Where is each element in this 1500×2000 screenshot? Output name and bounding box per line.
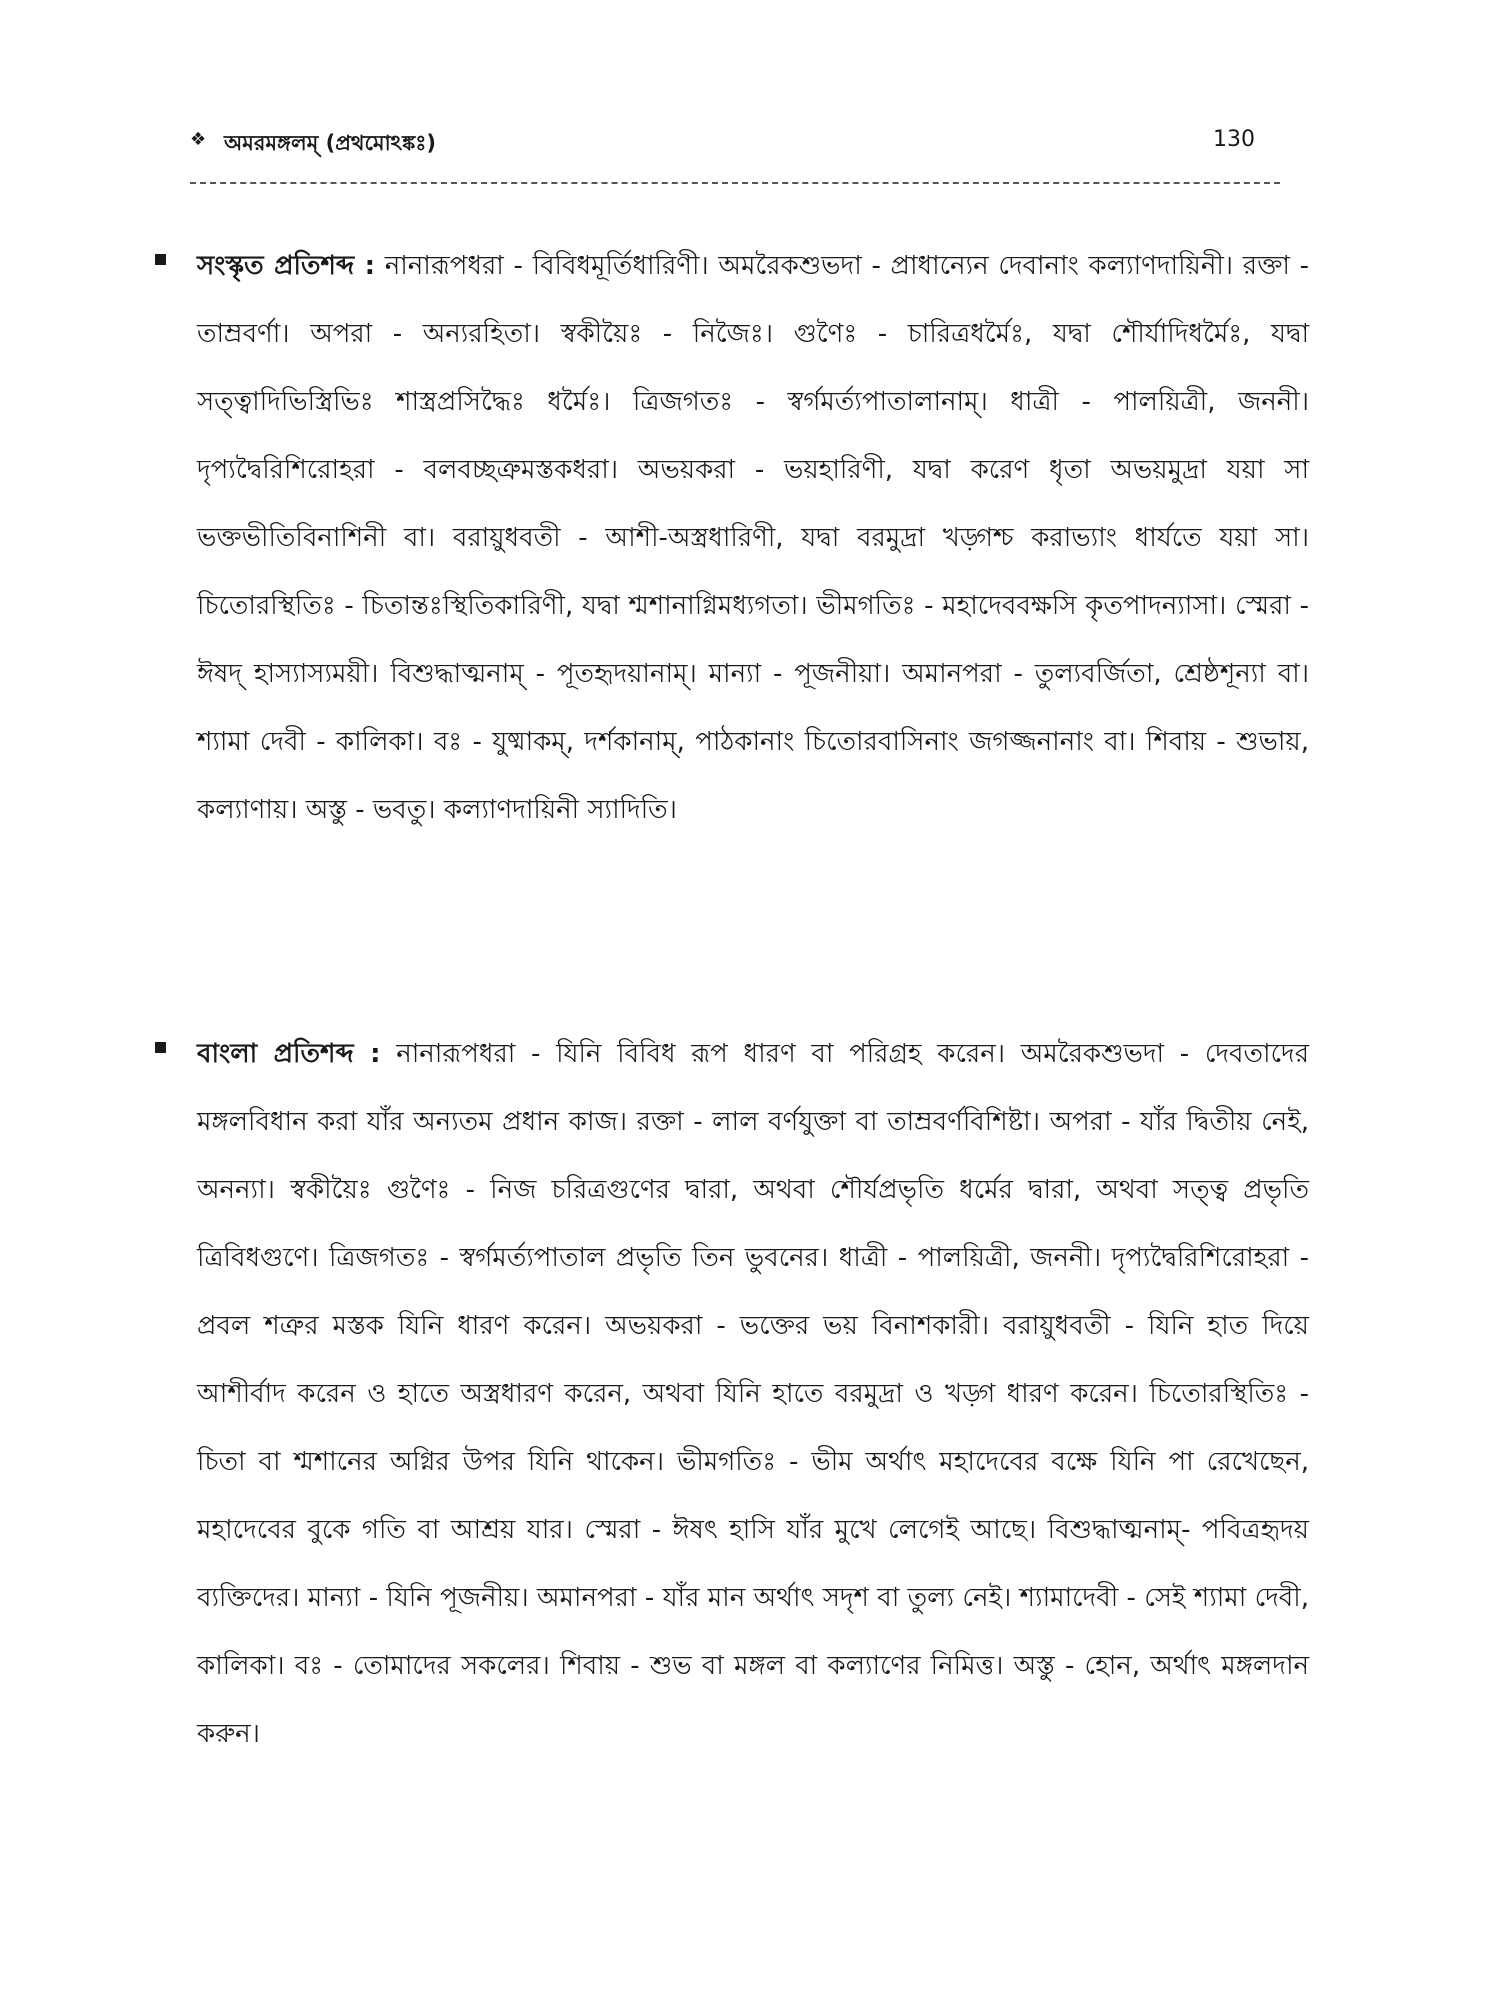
- square-bullet-icon: [155, 254, 166, 265]
- sanskrit-synonyms-label: সংস্কৃত প্রতিশব্দ :: [197, 251, 375, 281]
- header-divider: [190, 182, 1280, 184]
- header-title: অমরমঙ্গলম্ (প্রথমোঽঙ্কঃ): [224, 131, 437, 155]
- bangla-synonyms-text: নানারূপধরা - যিনি বিবিধ রূপ ধারণ বা পরিগ্রহ করেন। অমরৈকশুভদা - দেবতাদের মঙ্গলবিধান করা যাঁর অন্যতম প্রধান কাজ। রক্তা - লাল বর্ণযুক্তা বা তাম্রবর্ণবিশিষ্টা। অপরা - যাঁর দ্বিতীয় নেই, অনন্যা। স্বকীয়ৈঃ গুণৈঃ - নিজ চরিত্রগুণের দ্বারা, অথবা শৌর্যপ্রভৃতি ধর্মের দ্বারা, অথবা সত্ত্ব প্রভৃতি ত্রিবিধগুণে। ত্রিজগতঃ - স্বর্গমর্ত্যপাতাল প্রভৃতি তিন ভুবনের। ধাত্রী - পালয়িত্রী, জননী। দৃপ্যদ্বৈরিশিরোহরা - প্রবল শত্রুর মস্তক যিনি ধারণ করেন। অভয়করা - ভক্তের ভয় বিনাশকারী। বরায়ুধবতী - যিনি হাত দিয়ে আশীর্বাদ করেন ও হাতে অস্ত্রধারণ করেন, অথবা যিনি হাতে বরমুদ্রা ও খড়্গ ধারণ করেন। চিতোরস্থিতিঃ - চিতা বা শ্মশানের অগ্নির উপর যিনি থাকেন। ভীমগতিঃ - ভীম অর্থাৎ মহাদেবের বক্ষে যিনি পা রেখেছেন, মহাদেবের বুকে গতি বা আশ্রয় যার। স্মেরা - ঈষৎ হাসি যাঁর মুখে লেগেই আছে। বিশুদ্ধাত্মনাম্- পবিত্রহৃদয় ব্যক্তিদের। মান্যা - যিনি পূজনীয়। অমানপরা - যাঁর মান অর্থাৎ সদৃশ বা তুল্য নেই। শ্যামাদেবী - সেই শ্যামা দেবী, কালিকা। বঃ - তোমাদের সকলের। শিবায় - শুভ বা মঙ্গল বা কল্যাণের নিমিত্ত। অস্তু - হোন, অর্থাৎ মঙ্গলদান করুন।: [197, 1039, 1309, 1749]
- sanskrit-synonyms-paragraph: [197, 232, 1309, 844]
- square-bullet-icon: [155, 1042, 166, 1053]
- running-header: [190, 125, 1280, 165]
- diamond-bullet-icon: ❖: [190, 129, 207, 150]
- page-number: 130: [1213, 127, 1255, 152]
- bangla-synonyms-paragraph: [197, 1020, 1309, 1768]
- sanskrit-synonyms-text: নানারূপধরা - বিবিধমূর্তিধারিণী। অমরৈকশুভদা - প্রাধান্যেন দেবানাং কল্যাণদায়িনী। রক্তা - তাম্রবর্ণা। অপরা - অন্যরহিতা। স্বকীয়ৈঃ - নিজৈঃ। গুণৈঃ - চারিত্রধর্মৈঃ, যদ্বা শৌর্যাদিধর্মৈঃ, যদ্বা সত্ত্বাদিভিস্ত্রিভিঃ শাস্ত্রপ্রসিদ্ধৈঃ ধর্মৈঃ। ত্রিজগতঃ - স্বর্গমর্ত্যপাতালানাম্। ধাত্রী - পালয়িত্রী, জননী। দৃপ্যদ্বৈরিশিরোহরা - বলবচ্ছত্রুমস্তকধরা। অভয়করা - ভয়হারিণী, যদ্বা করেণ ধৃতা অভয়মুদ্রা যয়া সা ভক্তভীতিবিনাশিনী বা। বরায়ুধবতী - আশী-অস্ত্রধারিণী, যদ্বা বরমুদ্রা খড়্গশ্চ করাভ্যাং ধার্যতে যয়া সা। চিতোরস্থিতিঃ - চিতান্তঃস্থিতিকারিণী, যদ্বা শ্মশানাগ্নিমধ্যগতা। ভীমগতিঃ - মহাদেববক্ষসি কৃতপাদন্যাসা। স্মেরা - ঈষদ্ হাস্যাস্যময়ী। বিশুদ্ধাত্মনাম্ - পূতহৃদয়ানাম্। মান্যা - পূজনীয়া। অমানপরা - তুল্যবর্জিতা, শ্রেষ্ঠশূন্যা বা। শ্যামা দেবী - কালিকা। বঃ - যুষ্মাকম্, দর্শকানাম্, পাঠকানাং চিতোরবাসিনাং জগজ্জনানাং বা। শিবায় - শুভায়, কল্যাণায়। অস্তু - ভবতু। কল্যাণদায়িনী স্যাদিতি।: [197, 251, 1309, 825]
- bangla-synonyms-label: বাংলা প্রতিশব্দ :: [197, 1039, 381, 1069]
